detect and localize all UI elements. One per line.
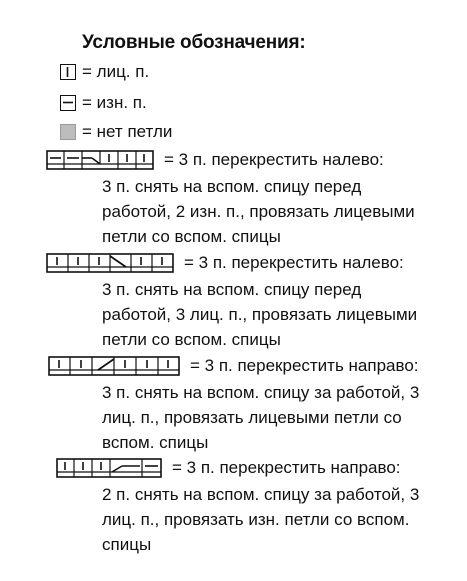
legend-no-stitch-text: = нет петли	[82, 122, 173, 141]
cable-1-line-2: работой, 2 изн. п., провязать лицевыми	[102, 202, 415, 221]
legend-knit-text: = лиц. п.	[82, 62, 150, 81]
cable-3-title: = 3 п. перекрестить направо:	[190, 356, 419, 375]
cable-2-line-3: петли со вспом. спицы	[102, 330, 281, 349]
cable-entry-4	[56, 458, 419, 557]
cable-2-purl-1-knit-left-icon	[46, 150, 154, 170]
cable-3-knit-right-icon	[48, 356, 180, 376]
cable-3-line-3: вспом. спицы	[102, 433, 209, 452]
cable-1-line-1: 3 п. снять на вспом. спицу перед	[102, 177, 362, 196]
legend-knit	[60, 62, 149, 82]
knit-stitch-icon	[60, 64, 76, 80]
cable-4-line-2: лиц. п., провязать изн. петли со вспом.	[102, 510, 410, 529]
legend-purl	[60, 93, 147, 113]
cable-4-title: = 3 п. перекрестить направо:	[172, 458, 401, 477]
cable-entry-2	[46, 253, 417, 352]
cable-3-line-1: 3 п. снять на вспом. спицу за работой, 3	[102, 383, 420, 402]
cable-4-line-1: 2 п. снять на вспом. спицу за работой, 3	[102, 485, 420, 504]
no-stitch-icon	[60, 124, 76, 140]
legend-title: Условные обозначения:	[82, 32, 306, 53]
cable-entry-1	[46, 150, 415, 249]
cable-3-knit-left-icon	[46, 253, 174, 273]
cable-3-line-2: лиц. п., провязать лицевыми петли со	[102, 408, 402, 427]
purl-stitch-icon	[60, 95, 76, 111]
cable-2-line-2: работой, 3 лиц. п., провязать лицевыми	[102, 305, 418, 324]
cable-4-line-3: спицы	[102, 535, 152, 554]
legend-purl-text: = изн. п.	[82, 93, 147, 112]
cable-2-line-1: 3 п. снять на вспом. спицу перед	[102, 280, 362, 299]
cable-3-knit-2-purl-right-icon	[56, 458, 162, 478]
cable-entry-3	[48, 356, 419, 455]
cable-2-title: = 3 п. перекрестить налево:	[184, 253, 404, 272]
legend-no-stitch	[60, 122, 172, 142]
cable-1-line-3: петли со вспом. спицы	[102, 227, 281, 246]
cable-1-title: = 3 п. перекрестить налево:	[164, 150, 384, 169]
